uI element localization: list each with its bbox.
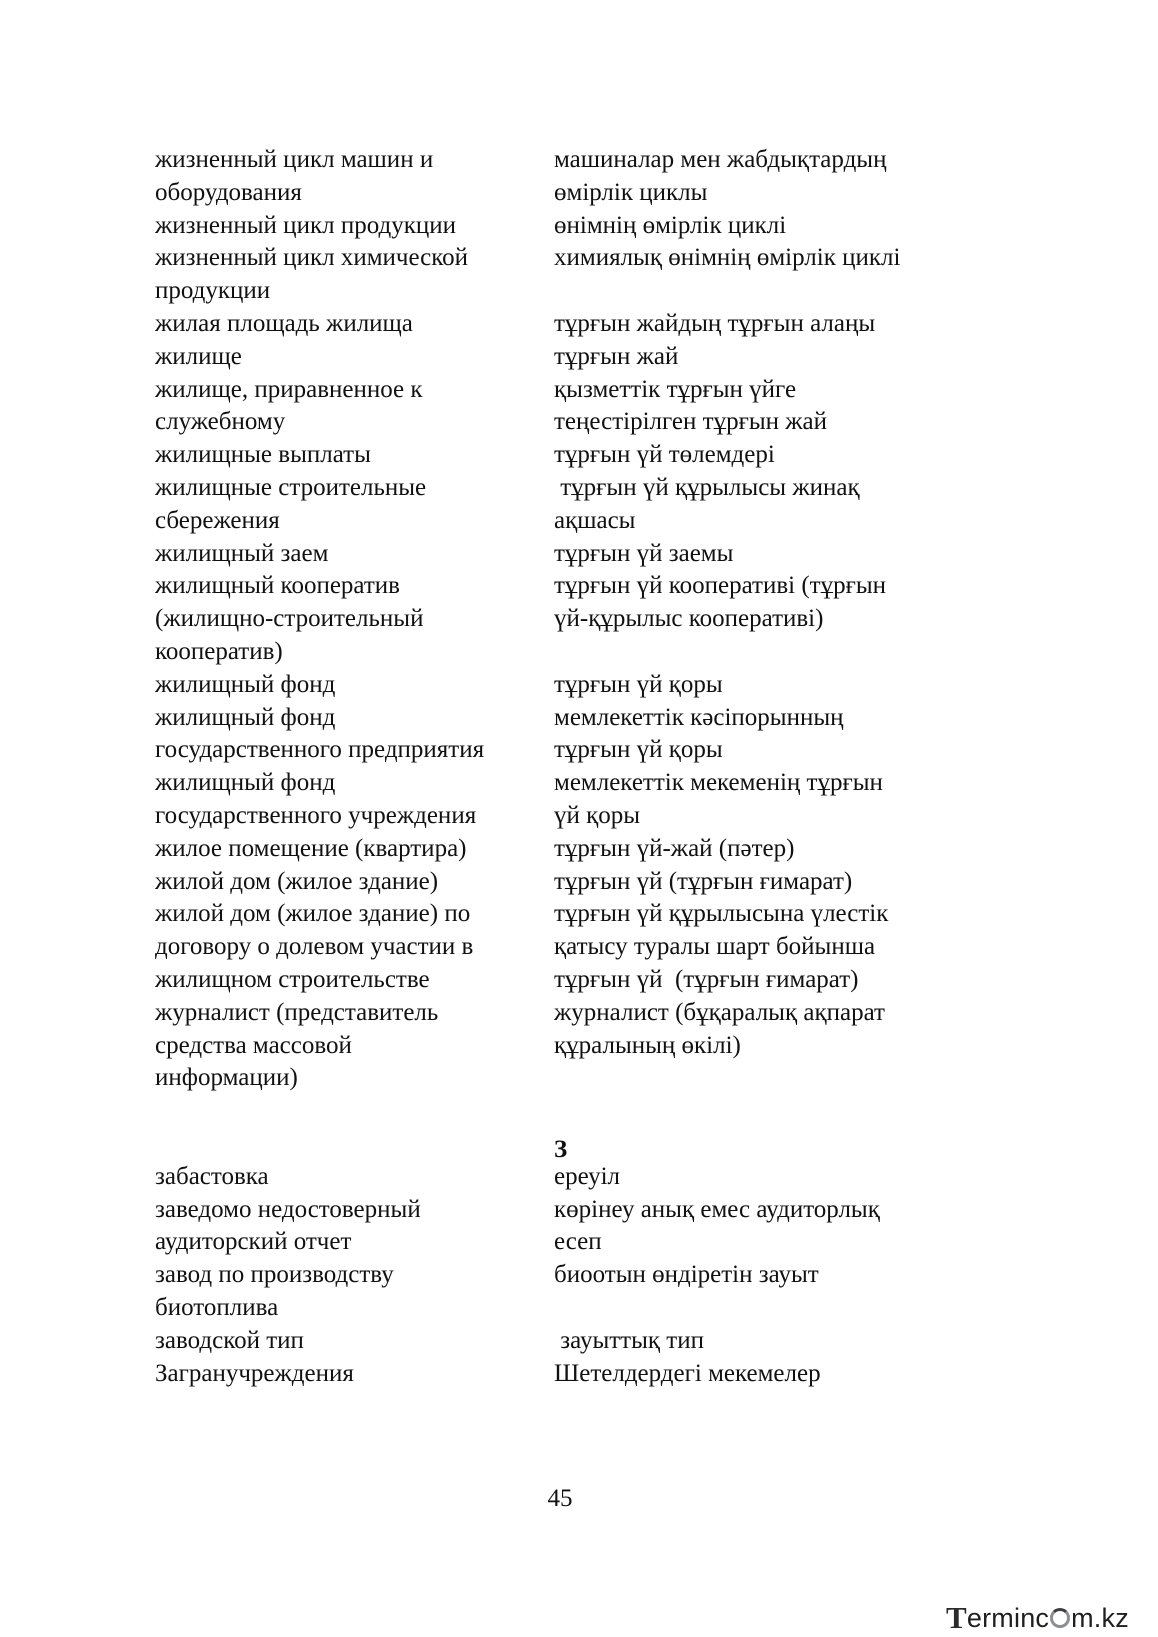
kazakh-term-line: тұрғын жай [554, 342, 679, 370]
kazakh-term-line: тұрғын үй-жай (пәтер) [554, 834, 795, 862]
russian-term-line: договору о долевом участии в [155, 933, 474, 961]
kazakh-term-line: ақшасы [554, 506, 636, 534]
section-letter-heading: З [554, 1136, 568, 1163]
russian-term-line: жилой дом (жилое здание) [155, 867, 439, 895]
russian-term-line: забастовка [155, 1162, 269, 1190]
russian-term-line: продукции [155, 277, 271, 305]
kazakh-term-line: қызметтік тұрғын үйге [554, 375, 797, 403]
kazakh-term-line: мемлекеттік кәсіпорынның [554, 703, 844, 731]
russian-term-line: заведомо недостоверный [155, 1195, 421, 1223]
kazakh-term-line: құралының өкілі) [554, 1031, 741, 1059]
russian-term-line: служебному [155, 408, 286, 436]
kazakh-term-line: тұрғын үй қоры [554, 670, 723, 698]
kazakh-term-line: үй-құрылыс кооперативі) [554, 605, 824, 633]
russian-term-line: государственного предприятия [155, 736, 485, 764]
russian-term-line: жилищный фонд [155, 670, 336, 698]
kazakh-term-line: өнімнің өмірлік циклі [554, 211, 787, 239]
kazakh-term-line: тұрғын жайдың тұрғын алаңы [554, 310, 876, 337]
kazakh-term-line: есеп [554, 1228, 602, 1256]
kazakh-term-line: өмірлік циклы [554, 178, 708, 206]
russian-term-line: жизненный цикл машин и [155, 146, 434, 173]
kazakh-term-line: тұрғын үй кооперативі (тұрғын [554, 572, 887, 600]
kazakh-term-line: тұрғын үй төлемдері [554, 441, 775, 469]
russian-term-line: завод по производству [155, 1261, 394, 1289]
russian-term-line: оборудования [155, 178, 302, 206]
kazakh-term-line: тұрғын үй қоры [554, 736, 723, 764]
watermark-text-end: m.kz [1071, 1602, 1129, 1633]
kazakh-term-line: үй қоры [554, 802, 641, 829]
russian-term-line: жилище, приравненное к [155, 375, 423, 403]
kazakh-term-line: химиялық өнімнің өмірлік циклі [554, 244, 901, 272]
russian-term-line: жилищный фонд [155, 703, 336, 731]
russian-term-line: заводской тип [155, 1326, 304, 1354]
kazakh-term-line: журналист (бұқаралық ақпарат [554, 998, 885, 1026]
kazakh-term-line: тұрғын үй заемы [554, 539, 734, 567]
kazakh-term-line: теңестірілген тұрғын жай [554, 408, 828, 436]
russian-term-line: жилищный кооператив [155, 572, 400, 600]
russian-term-line: жилое помещение (квартира) [155, 834, 467, 862]
kazakh-term-line: тұрғын үй (тұрғын ғимарат) [554, 966, 859, 993]
watermark-swirl-icon [1050, 1608, 1070, 1628]
russian-term-line: жизненный цикл продукции [155, 211, 456, 239]
russian-term-line: жилищный фонд [155, 769, 336, 797]
page-number: 45 [547, 1485, 573, 1512]
russian-term-line: жилищный заем [155, 539, 329, 567]
kazakh-term-line: машиналар мен жабдықтардың [554, 146, 887, 173]
russian-term-line: жилая площадь жилища [155, 310, 413, 337]
kazakh-term-line: биоотын өндіретін зауыт [554, 1261, 819, 1289]
russian-term-line: журналист (представитель [155, 998, 439, 1026]
russian-term-line: аудиторский отчет [155, 1228, 352, 1256]
russian-term-line: жизненный цикл химической [155, 244, 469, 272]
russian-term-line: государственного учреждения [155, 802, 477, 829]
site-watermark-logo [946, 1600, 1129, 1635]
russian-term-line: биотоплива [155, 1294, 279, 1321]
kazakh-term-line: мемлекеттік мекеменің тұрғын [554, 769, 883, 797]
watermark-text-middle: erminc [966, 1602, 1050, 1633]
russian-term-line: кооператив) [155, 638, 283, 665]
russian-term-line: жилищном строительстве [155, 966, 430, 993]
russian-term-line: средства массовой [155, 1031, 352, 1059]
kazakh-term-line: тұрғын үй құрылысы жинақ [554, 474, 860, 501]
kazakh-term-line: көрінеу анық емес аудиторлық [554, 1195, 880, 1223]
watermark-letter-t: T [946, 1600, 967, 1635]
russian-term-line: Загранучреждения [155, 1359, 354, 1387]
kazakh-term-line: ереуіл [554, 1162, 620, 1190]
russian-term-line: (жилищно-строительный [155, 605, 424, 633]
kazakh-term-line: зауыттық тип [554, 1326, 704, 1354]
kazakh-term-line: қатысу туралы шарт бойынша [554, 933, 876, 961]
russian-term-line: жилищные строительные [155, 474, 427, 501]
russian-term-line: жилищные выплаты [155, 441, 371, 469]
kazakh-term-line: Шетелдердегі мекемелер [554, 1359, 821, 1387]
kazakh-term-line: тұрғын үй құрылысына үлестік [554, 900, 889, 928]
russian-term-line: жилище [155, 342, 242, 370]
russian-term-line: жилой дом (жилое здание) по [155, 900, 471, 928]
kazakh-term-line: тұрғын үй (тұрғын ғимарат) [554, 867, 853, 895]
russian-term-line: сбережения [155, 506, 280, 534]
russian-term-line: информации) [155, 1064, 298, 1092]
